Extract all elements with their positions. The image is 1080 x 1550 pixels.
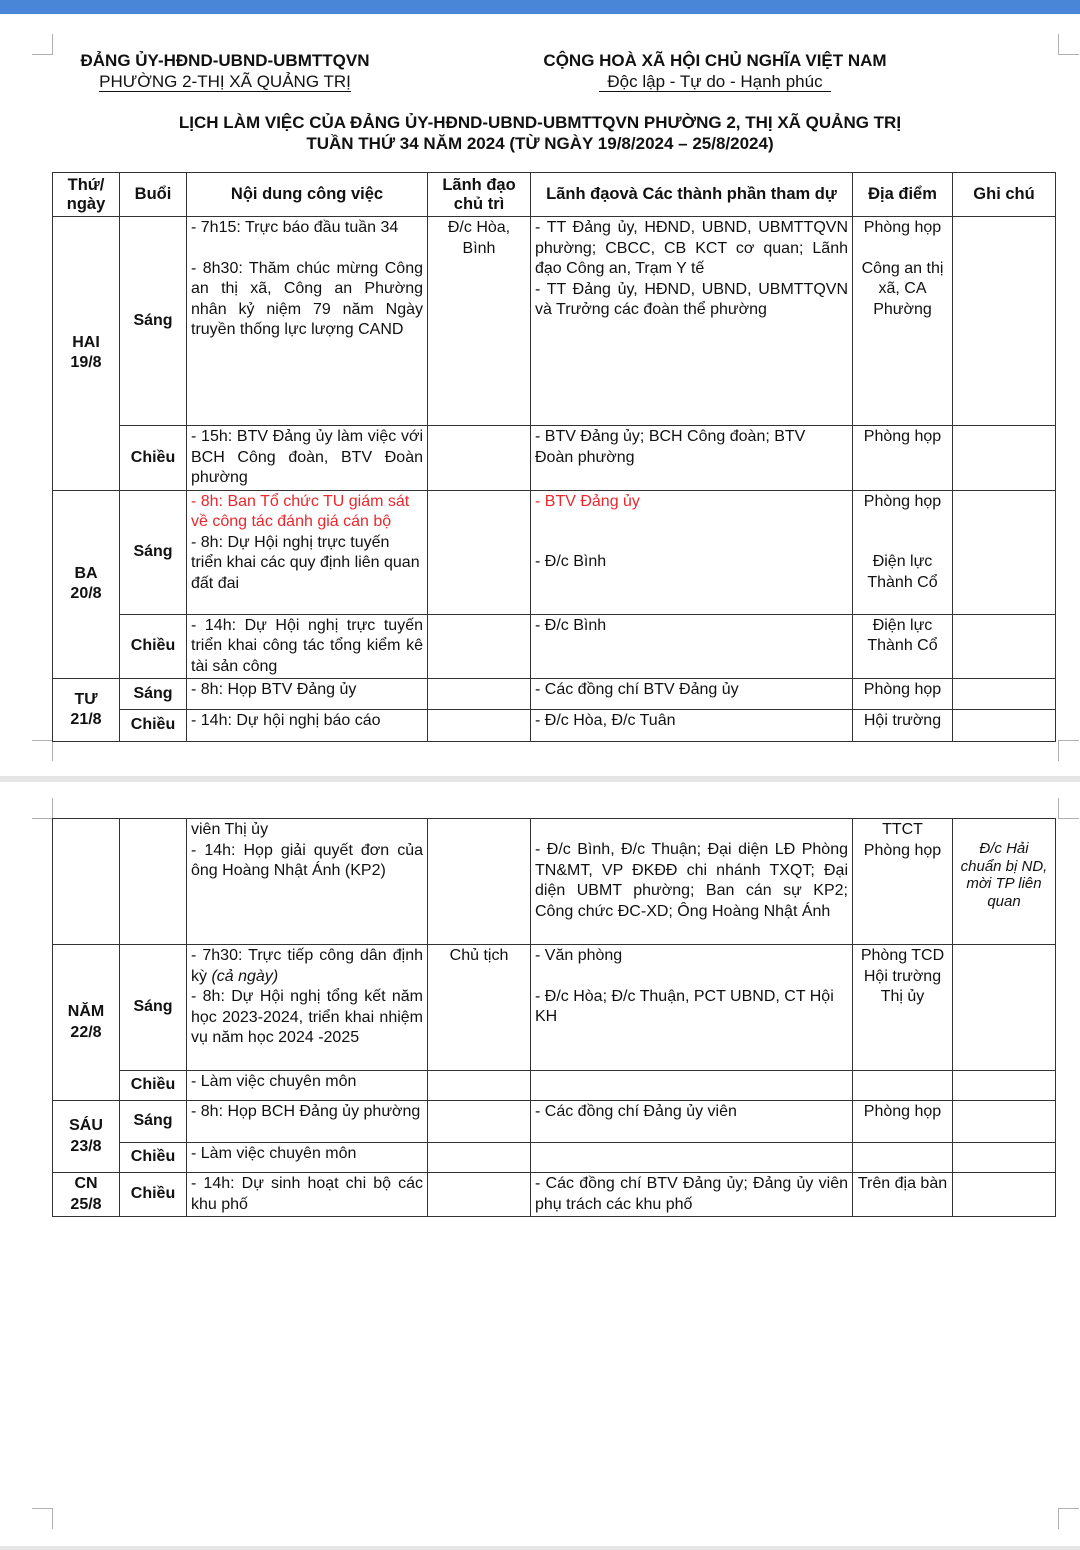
org-line-2: PHƯỜNG 2-THỊ XÃ QUẢNG TRỊ — [99, 72, 351, 91]
location-cell: TTCT Phòng họp — [853, 819, 953, 945]
participants-cell: - BTV Đảng ủy; BCH Công đoàn; BTV Đoàn phường — [531, 426, 853, 491]
content-cell: viên Thị ủy - 14h: Họp giải quyết đơn của ông Hoàng Nhật Ánh (KP2) — [187, 819, 428, 945]
title-line-1: LỊCH LÀM VIỆC CỦA ĐẢNG ỦY-HĐND-UBND-UBMTTQVN PHƯỜNG 2, THỊ XÃ QUẢNG TRỊ — [178, 113, 902, 132]
note-cell — [953, 1101, 1056, 1143]
title-line-2: TUẦN THỨ 34 NĂM 2024 (TỪ NGÀY 19/8/2024 – 25/8/2024) — [306, 134, 774, 153]
corner-mark — [1058, 1508, 1079, 1529]
day-cell: BA 20/8 — [53, 490, 120, 679]
lead-cell — [428, 490, 531, 614]
document-page-2 — [0, 782, 1080, 1546]
session-cell — [120, 819, 187, 945]
table-row — [53, 614, 1056, 679]
table-row — [53, 426, 1056, 491]
session-cell: Chiều — [120, 614, 187, 679]
content-cell: - 8h: Họp BTV Đảng ủy — [187, 679, 428, 710]
col-content: Nội dung công việc — [187, 173, 428, 217]
col-session: Buổi — [120, 173, 187, 217]
lead-cell — [428, 1143, 531, 1173]
lead-cell — [428, 1071, 531, 1101]
session-cell: Sáng — [120, 490, 187, 614]
location-cell: Phòng họp — [853, 1101, 953, 1143]
note-cell — [953, 217, 1056, 426]
corner-mark — [1058, 34, 1079, 55]
table-row — [53, 679, 1056, 710]
table-row — [53, 1101, 1056, 1143]
lead-cell — [428, 426, 531, 491]
table-row — [53, 1071, 1056, 1101]
content-cell: - Làm việc chuyên môn — [187, 1071, 428, 1101]
location-cell: Phòng họp — [853, 679, 953, 710]
lead-cell — [428, 710, 531, 742]
corner-mark — [1058, 798, 1079, 819]
lead-cell — [428, 1173, 531, 1217]
note-cell — [953, 710, 1056, 742]
participants-cell: - Văn phòng - Đ/c Hòa; Đ/c Thuận, PCT UBND, CT Hội KH — [531, 945, 853, 1071]
viewer-bottom-bar — [0, 1546, 1080, 1550]
session-cell: Chiều — [120, 1143, 187, 1173]
location-cell: Hội trường — [853, 710, 953, 742]
table-row — [53, 1143, 1056, 1173]
note-cell — [953, 614, 1056, 679]
session-cell: Sáng — [120, 1101, 187, 1143]
location-cell: Phòng TCD Hội trường Thị ủy — [853, 945, 953, 1071]
participants-cell: - Các đồng chí BTV Đảng ủy — [531, 679, 853, 710]
location-cell: Điện lực Thành Cổ — [853, 614, 953, 679]
lead-cell — [428, 1101, 531, 1143]
location-cell: Phòng họp Công an thị xã, CA Phường — [853, 217, 953, 426]
location-cell — [853, 1143, 953, 1173]
participants-cell: - Các đồng chí BTV Đảng ủy; Đảng ủy viên phụ trách các khu phố — [531, 1173, 853, 1217]
location-cell: Phòng họp — [853, 426, 953, 491]
session-cell: Chiều — [120, 1071, 187, 1101]
session-cell: Chiều — [120, 1173, 187, 1217]
col-lead: Lãnh đạo chủ trì — [428, 173, 531, 217]
table-row — [53, 1173, 1056, 1217]
note-cell — [953, 1071, 1056, 1101]
lead-cell — [428, 819, 531, 945]
day-cell: HAI 19/8 — [53, 217, 120, 491]
schedule-table-page-1 — [52, 172, 1056, 742]
location-cell: Phòng họp Điện lực Thành Cổ — [853, 490, 953, 614]
schedule-table-page-2 — [52, 818, 1056, 1217]
participants-cell: - Đ/c Hòa, Đ/c Tuân — [531, 710, 853, 742]
content-cell: - 14h: Dự Hội nghị trực tuyến triển khai công tác tổng kiểm kê tài sản công — [187, 614, 428, 679]
session-cell: Chiều — [120, 426, 187, 491]
col-note: Ghi chú — [953, 173, 1056, 217]
note-cell — [953, 1143, 1056, 1173]
participants-cell: - TT Đảng ủy, HĐND, UBND, UBMTTQVN phường; CBCC, CB KCT cơ quan; Lãnh đạo Công an, Trạm Y tế - TT Đảng ủy, HĐND, UBND, UBMTTQVN và Trưởng các đoàn thể phường — [531, 217, 853, 426]
participants-cell: - Đ/c Bình — [531, 614, 853, 679]
lead-cell: Đ/c Hòa, Bình — [428, 217, 531, 426]
viewer-top-bar — [0, 0, 1080, 14]
location-cell: Trên địa bàn — [853, 1173, 953, 1217]
note-cell: Đ/c Hải chuẩn bị ND, mời TP liên quan — [953, 819, 1056, 945]
table-row — [53, 945, 1056, 1071]
content-cell: - 8h: Họp BCH Đảng ủy phường — [187, 1101, 428, 1143]
corner-mark — [32, 798, 53, 819]
col-location: Địa điểm — [853, 173, 953, 217]
lead-cell — [428, 679, 531, 710]
session-cell: Sáng — [120, 945, 187, 1071]
content-cell: - 15h: BTV Đảng ủy làm việc với BCH Công đoàn, BTV Đoàn phường — [187, 426, 428, 491]
org-line-1: ĐẢNG ỦY-HĐND-UBND-UBMTTQVN — [80, 51, 370, 70]
org-header — [40, 50, 410, 92]
content-cell: - 7h30: Trực tiếp công dân định kỳ (cả ngày) - 8h: Dự Hội nghị tổng kết năm học 2023-2024, triển khai nhiệm vụ năm học 2024 -2025 — [187, 945, 428, 1071]
content-cell: - 7h15: Trực báo đầu tuần 34 - 8h30: Thăm chúc mừng Công an thị xã, Công an Phường nhân kỷ niệm 79 năm Ngày truyền thống lực lượng CAND — [187, 217, 428, 426]
content-cell: - 8h: Ban Tổ chức TU giám sát về công tác đánh giá cán bộ - 8h: Dự Hội nghị trực tuyến triển khai các quy định liên quan đất đai — [187, 490, 428, 614]
national-header — [500, 50, 930, 92]
participants-cell — [531, 1071, 853, 1101]
session-cell: Chiều — [120, 710, 187, 742]
nation-line-1: CỘNG HOÀ XÃ HỘI CHỦ NGHĨA VIỆT NAM — [543, 51, 887, 70]
table-row — [53, 710, 1056, 742]
participants-cell: - Các đồng chí Đảng ủy viên — [531, 1101, 853, 1143]
col-participants: Lãnh đạovà Các thành phần tham dự — [531, 173, 853, 217]
schedule-title — [0, 112, 1080, 154]
content-cell: - Làm việc chuyên môn — [187, 1143, 428, 1173]
session-cell: Sáng — [120, 679, 187, 710]
table-header-row — [53, 173, 1056, 217]
note-cell — [953, 1173, 1056, 1217]
day-cell: CN 25/8 — [53, 1173, 120, 1217]
participants-cell — [531, 1143, 853, 1173]
participants-cell: - BTV Đảng ủy - Đ/c Bình — [531, 490, 853, 614]
note-cell — [953, 945, 1056, 1071]
note-cell — [953, 490, 1056, 614]
nation-line-2: Độc lập - Tự do - Hạnh phúc — [500, 71, 930, 92]
table-row — [53, 217, 1056, 426]
table-row — [53, 490, 1056, 614]
note-cell — [953, 679, 1056, 710]
location-cell — [853, 1071, 953, 1101]
content-cell: - 14h: Dự sinh hoạt chi bộ các khu phố — [187, 1173, 428, 1217]
content-cell: - 14h: Dự hội nghị báo cáo — [187, 710, 428, 742]
lead-cell — [428, 614, 531, 679]
document-page-1 — [0, 14, 1080, 776]
session-cell: Sáng — [120, 217, 187, 426]
day-cell: NĂM 22/8 — [53, 945, 120, 1101]
corner-mark — [32, 740, 53, 761]
day-cell: SÁU 23/8 — [53, 1101, 120, 1173]
day-cell: TƯ 21/8 — [53, 679, 120, 742]
table-row — [53, 819, 1056, 945]
lead-cell: Chủ tịch — [428, 945, 531, 1071]
day-cell — [53, 819, 120, 945]
participants-cell: - Đ/c Bình, Đ/c Thuận; Đại diện LĐ Phòng TN&MT, VP ĐKĐĐ chi nhánh TXQT; Đại diện UBMT phường; Ban cán sự KP2; Công chức ĐC-XD; Ông Hoàng Nhật Ánh — [531, 819, 853, 945]
note-cell — [953, 426, 1056, 491]
col-day: Thứ/ ngày — [53, 173, 120, 217]
corner-mark — [1058, 740, 1079, 761]
corner-mark — [32, 1508, 53, 1529]
